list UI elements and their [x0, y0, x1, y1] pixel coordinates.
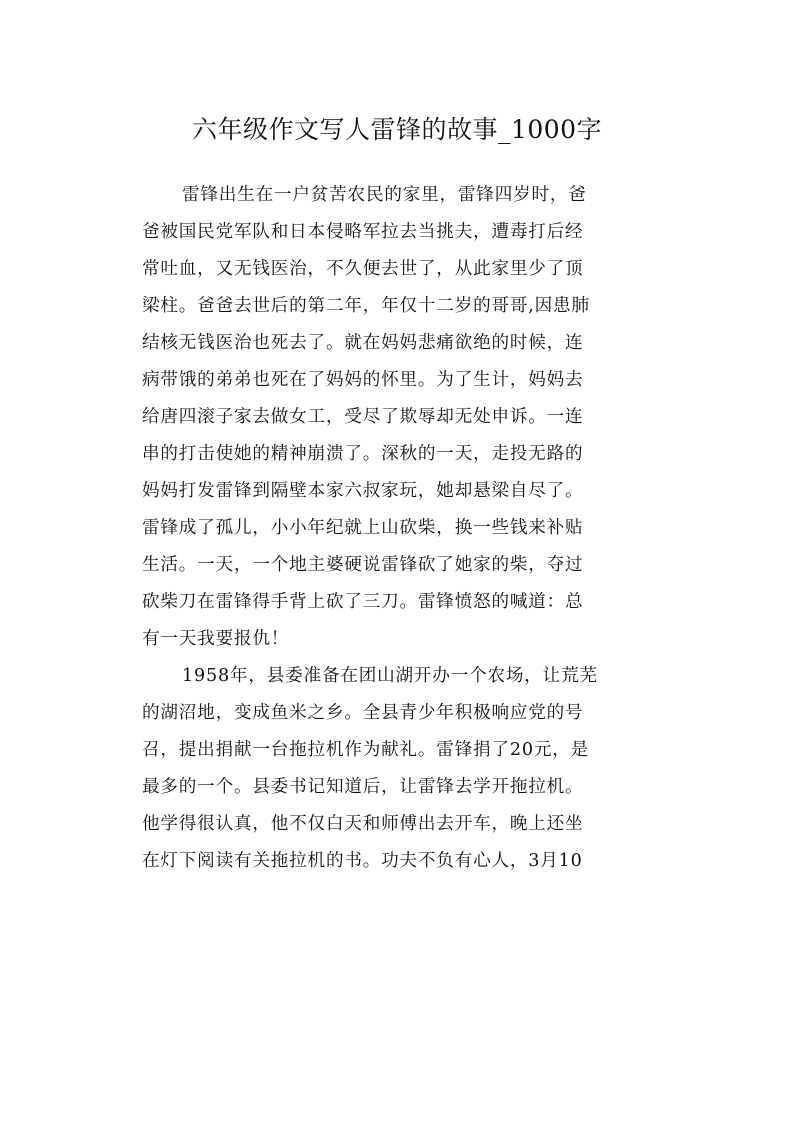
paragraph-line: 爸被国民党军队和日本侵略军拉去当挑夫，遭毒打后经	[142, 222, 584, 242]
paragraph-line: 雷锋成了孤儿，小小年纪就上山砍柴，换一些钱来补贴	[142, 518, 584, 538]
paragraph-line: 砍柴刀在雷锋得手背上砍了三刀。雷锋愤怒的喊道：总	[142, 592, 584, 612]
paragraph-line: 病带饿的弟弟也死在了妈妈的怀里。为了生计，妈妈去	[142, 370, 584, 390]
paragraph-line: 常吐血，又无钱医治，不久便去世了，从此家里少了顶	[142, 259, 584, 279]
document-body	[142, 177, 662, 880]
paragraph-line: 给唐四滚子家去做女工，受尽了欺辱却无处申诉。一连	[142, 407, 584, 427]
paragraph-line: 串的打击使她的精神崩溃了。深秋的一天，走投无路的	[142, 444, 584, 464]
paragraph-line: 的湖沼地，变成鱼米之乡。全县青少年积极响应党的号	[142, 703, 584, 723]
paragraph-line: 有一天我要报仇！	[142, 629, 290, 649]
paragraph-line: 在灯下阅读有关拖拉机的书。功夫不负有心人，3月10	[142, 851, 583, 871]
paragraph-line: 结核无钱医治也死去了。就在妈妈悲痛欲绝的时候，连	[142, 333, 584, 353]
paragraph-line: 最多的一个。县委书记知道后，让雷锋去学开拖拉机。	[142, 777, 584, 797]
paragraph-line: 生活。一天，一个地主婆硬说雷锋砍了她家的柴，夺过	[142, 555, 584, 575]
paragraph-line: 召，提出捐献一台拖拉机作为献礼。雷锋捐了20元，是	[142, 740, 590, 760]
paragraph-line: 妈妈打发雷锋到隔壁本家六叔家玩，她却悬梁自尽了。	[142, 481, 584, 501]
paragraph-line: 梁柱。爸爸去世后的第二年，年仅十二岁的哥哥,因患肺	[142, 296, 590, 316]
document-title: 六年级作文写人雷锋的故事_1000字	[191, 115, 603, 144]
paragraph-line: 1958年，县委准备在团山湖开办一个农场，让荒芜	[182, 666, 598, 686]
paragraph-line: 他学得很认真，他不仅白天和师傅出去开车，晚上还坐	[142, 814, 584, 834]
paragraph-line: 雷锋出生在一户贫苦农民的家里，雷锋四岁时，爸	[182, 185, 587, 205]
